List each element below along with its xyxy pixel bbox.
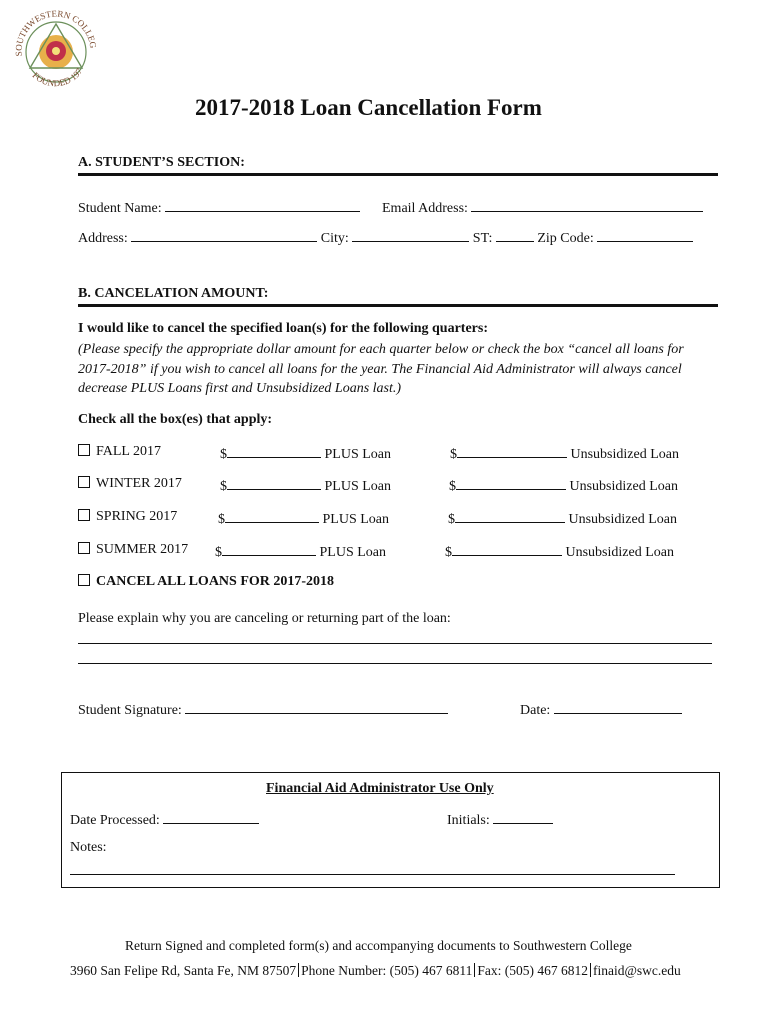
unsub-amount-summer[interactable]	[452, 542, 562, 556]
admin-heading: Financial Aid Administrator Use Only	[266, 781, 494, 796]
city-label: City:	[320, 231, 349, 246]
footer-email[interactable]: finaid@swc.edu	[592, 963, 681, 978]
dollar-sign: $	[215, 545, 222, 560]
svg-text:FOUNDED 1976: FOUNDED 197	[30, 66, 85, 89]
student-name-field[interactable]	[165, 198, 360, 212]
zip-field[interactable]	[597, 228, 693, 242]
student-name-label: Student Name:	[78, 201, 162, 216]
explain-line-1[interactable]	[78, 643, 712, 644]
divider	[474, 963, 475, 977]
dollar-sign: $	[218, 512, 225, 527]
college-logo	[10, 6, 102, 98]
dollar-sign: $	[449, 479, 456, 494]
unsub-loan-label: Unsubsidized Loan	[570, 447, 679, 462]
date-processed-field[interactable]	[163, 810, 259, 824]
date-field[interactable]	[554, 700, 682, 714]
unsub-amount-fall[interactable]	[457, 444, 567, 458]
st-label: ST:	[472, 231, 493, 246]
checkbox-cancel-all[interactable]	[78, 574, 90, 586]
quarter-label: FALL 2017	[96, 444, 161, 459]
cancel-all-row	[78, 574, 334, 590]
checkbox-fall[interactable]	[78, 444, 90, 456]
initials-label: Initials:	[447, 813, 490, 828]
dollar-sign: $	[450, 447, 457, 462]
notes-label: Notes:	[70, 840, 107, 855]
address-field[interactable]	[131, 228, 317, 242]
cancel-note: (Please specify the appropriate dollar amount for each quarter below or check the box “cancel all loans for 2017-2018” if you wish to cancel all loans for the year. The Financial Aid Administrator will always cancel decrease PLUS Loans first and Unsubsidized Loans last.)	[78, 342, 684, 396]
signature-label: Student Signature:	[78, 703, 182, 718]
dollar-sign: $	[445, 545, 452, 560]
checkbox-spring[interactable]	[78, 509, 90, 521]
plus-amount-summer[interactable]	[222, 542, 316, 556]
email-field[interactable]	[471, 198, 703, 212]
plus-amount-spring[interactable]	[225, 509, 319, 523]
divider	[298, 963, 299, 977]
email-label: Email Address:	[382, 201, 468, 216]
plus-loan-label: PLUS Loan	[319, 545, 386, 560]
cancel-all-label: CANCEL ALL LOANS FOR 2017-2018	[96, 574, 335, 589]
unsub-amount-spring[interactable]	[455, 509, 565, 523]
check-label: Check all the box(es) that apply:	[78, 412, 273, 427]
plus-loan-label: PLUS Loan	[324, 447, 391, 462]
divider	[590, 963, 591, 977]
form-title: 2017-2018 Loan Cancellation Form	[195, 95, 542, 120]
plus-amount-winter[interactable]	[227, 476, 321, 490]
footer-phone: Phone Number: (505) 467 6811	[301, 963, 473, 978]
initials-field[interactable]	[493, 810, 553, 824]
dollar-sign: $	[220, 447, 227, 462]
unsub-loan-label: Unsubsidized Loan	[569, 479, 678, 494]
svg-text:SOUTHWESTERN COLLEGE: SOUTHWESTERN COLLEG	[13, 8, 99, 57]
st-field[interactable]	[496, 228, 534, 242]
footer-return-line: Return Signed and completed form(s) and accompanying documents to Southwestern College	[125, 938, 632, 953]
date-processed-label: Date Processed:	[70, 813, 160, 828]
section-a-heading: A. STUDENT’S SECTION:	[78, 155, 245, 170]
quarter-row	[78, 476, 182, 492]
quarter-row	[78, 444, 161, 460]
city-field[interactable]	[352, 228, 469, 242]
date-label: Date:	[520, 703, 551, 718]
dollar-sign: $	[220, 479, 227, 494]
plus-amount-fall[interactable]	[227, 444, 321, 458]
checkbox-winter[interactable]	[78, 476, 90, 488]
unsub-amount-winter[interactable]	[456, 476, 566, 490]
college-seal-icon	[10, 6, 102, 98]
plus-loan-label: PLUS Loan	[322, 512, 389, 527]
quarter-label: SUMMER 2017	[96, 542, 189, 557]
quarter-row	[78, 509, 177, 525]
quarter-label: WINTER 2017	[96, 476, 182, 491]
dollar-sign: $	[448, 512, 455, 527]
explain-label: Please explain why you are canceling or returning part of the loan:	[78, 611, 451, 626]
unsub-loan-label: Unsubsidized Loan	[565, 545, 674, 560]
quarter-label: SPRING 2017	[96, 509, 178, 524]
footer-address: 3960 San Felipe Rd, Santa Fe, NM 87507	[70, 963, 297, 978]
footer-fax: Fax: (505) 467 6812	[477, 963, 588, 978]
explain-line-2[interactable]	[78, 663, 712, 664]
zip-label: Zip Code:	[537, 231, 594, 246]
cancel-instruction: I would like to cancel the specified loan(s) for the following quarters:	[78, 321, 488, 336]
notes-line[interactable]	[70, 874, 675, 875]
unsub-loan-label: Unsubsidized Loan	[568, 512, 677, 527]
checkbox-summer[interactable]	[78, 542, 90, 554]
section-b-rule	[78, 304, 718, 307]
section-b-heading: B. CANCELATION AMOUNT:	[78, 286, 269, 301]
section-a-rule	[78, 173, 718, 176]
footer-contact	[70, 963, 681, 979]
address-label: Address:	[78, 231, 128, 246]
plus-loan-label: PLUS Loan	[324, 479, 391, 494]
quarter-row	[78, 542, 188, 558]
signature-field[interactable]	[185, 700, 448, 714]
